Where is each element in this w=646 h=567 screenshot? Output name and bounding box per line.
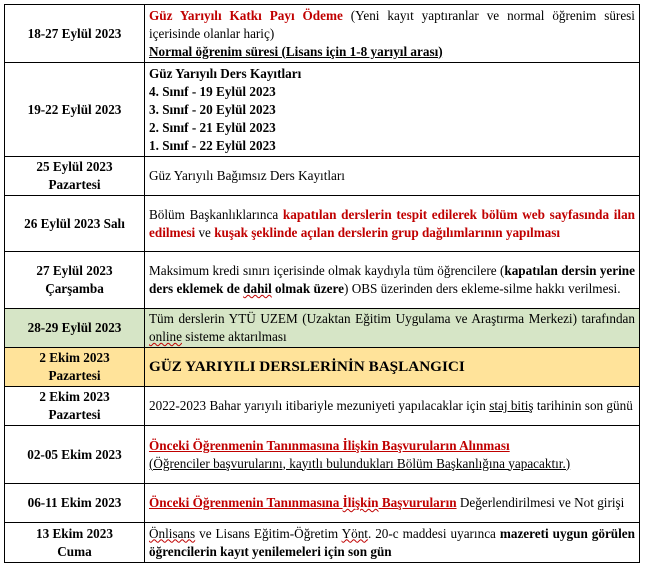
date-text: 19-22 Eylül 2023 bbox=[27, 101, 122, 117]
day-text: Pazartesi bbox=[48, 177, 101, 192]
event-cell bbox=[145, 484, 640, 523]
date-text: 27 Eylül 2023 bbox=[36, 263, 113, 278]
event-text: ve bbox=[195, 224, 215, 240]
date-text: 28-29 Eylül 2023 bbox=[27, 320, 122, 335]
event-text: sisteme aktarılması bbox=[181, 329, 287, 344]
day-text: Cuma bbox=[57, 543, 92, 559]
date-cell bbox=[5, 523, 145, 563]
date-cell bbox=[5, 157, 145, 196]
event-text: tarihinin son günü bbox=[533, 398, 633, 413]
table-row bbox=[5, 484, 640, 523]
date-text: 18-27 Eylül 2023 bbox=[27, 25, 122, 41]
event-line: 2. Sınıf - 21 Eylül 2023 bbox=[149, 119, 276, 135]
day-text: Pazartesi bbox=[48, 368, 101, 383]
date-text: 2 Ekim 2023 bbox=[39, 350, 110, 365]
date-cell bbox=[5, 63, 145, 157]
spellcheck-word: dahil bbox=[243, 281, 272, 296]
table-row bbox=[5, 157, 640, 196]
event-text: Güz Yarıyılı Bağımsız Ders Kayıtları bbox=[149, 168, 345, 183]
date-text: 26 Eylül 2023 Salı bbox=[24, 215, 125, 231]
event-cell bbox=[145, 196, 640, 252]
event-text: ) OBS üzerinden ders ekleme-silme hakkı verilmesi. bbox=[344, 281, 621, 296]
event-text: Maksimum kredi sınırı içerisinde olmak kaydıyla tüm öğrencilere ( bbox=[149, 263, 505, 278]
event-cell bbox=[145, 63, 640, 157]
day-text: Çarşamba bbox=[45, 281, 104, 296]
event-cell bbox=[145, 157, 640, 196]
event-text: Bölüm Başkanlıklarınca bbox=[149, 206, 283, 222]
event-underlined: staj bitiş bbox=[489, 398, 534, 413]
event-text: Değerlendirilmesi ve Not girişi bbox=[456, 495, 625, 510]
date-cell bbox=[5, 196, 145, 252]
event-line: 3. Sınıf - 20 Eylül 2023 bbox=[149, 101, 276, 117]
event-cell bbox=[145, 426, 640, 484]
event-bold: mazereti uygun görülen öğrencilerin kayıt yenilemeleri için son gün bbox=[149, 525, 635, 559]
event-text: . 20-c maddesi uyarınca bbox=[367, 525, 500, 541]
event-text: 2022-2023 Bahar yarıyılı itibariyle mezuniyeti yapılacaklar için bbox=[149, 398, 490, 413]
date-text: 25 Eylül 2023 bbox=[36, 159, 113, 174]
event-line: Güz Yarıyılı Ders Kayıtları bbox=[149, 65, 302, 81]
date-text: 2 Ekim 2023 bbox=[39, 389, 110, 404]
date-cell bbox=[5, 309, 145, 348]
event-cell bbox=[145, 252, 640, 309]
date-cell bbox=[5, 252, 145, 309]
date-text: 13 Ekim 2023 bbox=[36, 525, 113, 541]
event-line: 1. Sınıf - 22 Eylül 2023 bbox=[149, 137, 276, 153]
event-highlight: kapatılan derslerin tespit edilerek bölüm web sayfasında ilan edilmesi bbox=[149, 206, 635, 240]
spellcheck-word: Yönt bbox=[341, 525, 368, 541]
event-bold: olmak üzere bbox=[271, 281, 345, 296]
table-row bbox=[5, 426, 640, 484]
date-cell bbox=[5, 348, 145, 387]
event-title: Önceki Öğrenmenin Tanınmasına İlişkin Başvuruların Alınması bbox=[149, 437, 510, 453]
event-bold: kapatılan dersin yerine ders eklemek de bbox=[149, 263, 635, 296]
academic-calendar-table bbox=[4, 4, 640, 563]
event-cell bbox=[145, 523, 640, 563]
day-text: Pazartesi bbox=[48, 407, 101, 422]
event-title: Güz Yarıyılı Katkı Payı Ödeme bbox=[149, 7, 343, 23]
table-row bbox=[5, 309, 640, 348]
table-row bbox=[5, 196, 640, 252]
date-cell bbox=[5, 426, 145, 484]
event-cell bbox=[145, 387, 640, 426]
event-title: Başvuruların bbox=[378, 495, 457, 510]
spellcheck-word: İlişkin bbox=[342, 495, 379, 510]
event-cell bbox=[145, 348, 640, 387]
event-note: (Yeni kayıt yaptıranlar ve normal öğrenim süresi içerisinde olanlar hariç) bbox=[149, 7, 635, 41]
event-subtitle: Normal öğrenim süresi (Lisans için 1-8 yarıyıl arası) bbox=[149, 43, 443, 59]
event-cell bbox=[145, 5, 640, 63]
spellcheck-word: Önlisans bbox=[149, 525, 196, 541]
semester-start-heading: GÜZ YARIYILI DERSLERİNİN BAŞLANGICI bbox=[149, 358, 465, 375]
event-cell bbox=[145, 309, 640, 348]
table-row bbox=[5, 523, 640, 563]
table-row bbox=[5, 63, 640, 157]
date-cell bbox=[5, 387, 145, 426]
table-row bbox=[5, 387, 640, 426]
date-text: 06-11 Ekim 2023 bbox=[27, 495, 122, 510]
spellcheck-word: online bbox=[149, 329, 182, 344]
table-row bbox=[5, 348, 640, 387]
event-line: 4. Sınıf - 19 Eylül 2023 bbox=[149, 83, 276, 99]
date-cell bbox=[5, 5, 145, 63]
date-cell bbox=[5, 484, 145, 523]
event-text: ve Lisans Eğitim-Öğretim bbox=[195, 525, 342, 541]
event-note: (Öğrenciler başvurularını, kayıtlı bulundukları Bölüm Başkanlığına yapacaktır.) bbox=[149, 455, 571, 471]
event-text: Tüm derslerin YTÜ UZEM (Uzaktan Eğitim Uygulama ve Araştırma Merkezi) tarafından bbox=[149, 311, 635, 326]
event-highlight: kuşak şeklinde açılan derslerin grup dağılımlarının yapılması bbox=[214, 224, 561, 240]
event-title: Önceki Öğrenmenin Tanınmasına bbox=[149, 495, 343, 510]
table-row bbox=[5, 252, 640, 309]
table-row bbox=[5, 5, 640, 63]
date-text: 02-05 Ekim 2023 bbox=[27, 446, 122, 462]
